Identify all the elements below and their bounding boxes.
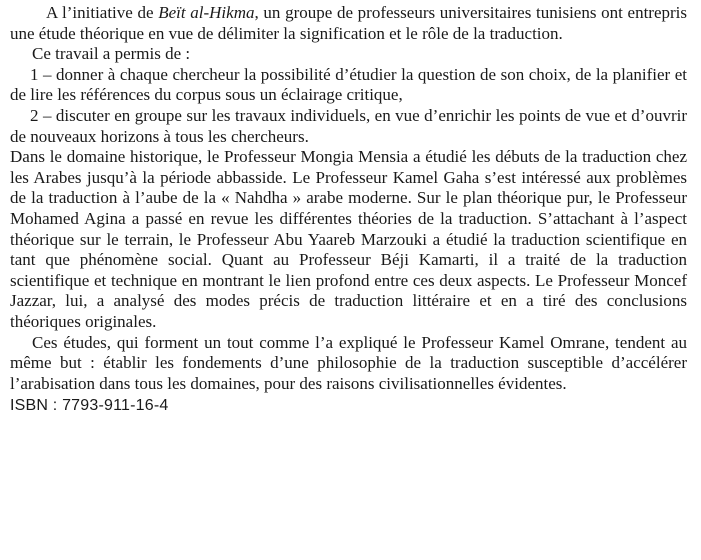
intro-paragraph — [10, 3, 687, 44]
list-item-1: 1 – donner à chaque chercheur la possibilité d’étudier la question de son choix, de la planifier et de lire les références du corpus sous un éclairage critique, — [10, 64, 687, 105]
conclusion-paragraph: Ces études, qui forment un tout comme l’a expliqué le Professeur Kamel Omrane, tendent au même but : établir les fondements d’une philosophie de la traduction susceptible d’accélérer l’arabisation dans tous les domaines, pour des raisons civilisationnelles évidentes. — [10, 332, 687, 393]
intro-prefix: A l’initiative de — [46, 3, 159, 22]
historical-paragraph: Dans le domaine historique, le Professeur Mongia Mensia a étudié les débuts de la traduction chez les Arabes jusqu’à la période abbasside. Le Professeur Kamel Gaha s’est intéressé aux problèmes de la traduction à l’aube de la « Nahdha » arabe moderne. Sur le plan théorique pur, le Professeur Mohamed Agina a passé en revue les différentes théories de la traduction. S’attachant à l’aspect théorique sur le terrain, le Professeur Abu Yaareb Marzouki a étudié la traduction scientifique en tant que phénomène social. Quant au Professeur Béji Kamarti, il a traité de la traduction scientifique et technique en montrant le lien profond entre ces deux aspects. Le Professeur Moncef Jazzar, lui, a analysé des modes précis de traduction littéraire et en a tiré des conclusions théoriques originales. — [10, 147, 687, 331]
institution-name: Beït al-Hikma — [158, 3, 255, 22]
isbn-line: ISBN : 7793-911-16-4 — [10, 397, 169, 415]
intro-suffix: , un groupe de professeurs universitaires tunisiens ont entrepris une étude théorique en vue de délimiter la signification et le rôle de la traduction. — [10, 3, 687, 43]
work-intro: Ce travail a permis de : — [32, 44, 191, 64]
list-item-2: 2 – discuter en groupe sur les travaux individuels, en vue d’enrichir les points de vue et d’ouvrir de nouveaux horizons à tous les chercheurs. — [10, 105, 687, 146]
